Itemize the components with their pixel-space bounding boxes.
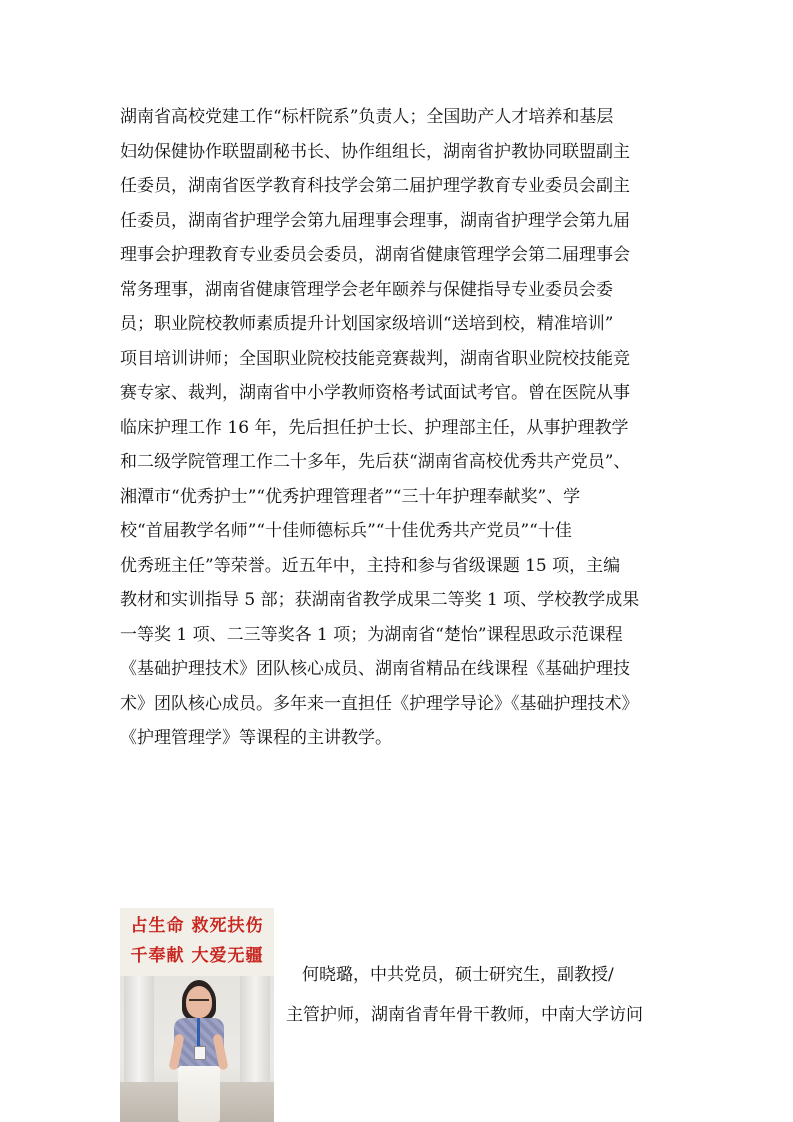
text-line: 术》团队核心成员。多年来一直担任《护理学导论》《基础护理技术》 <box>120 693 639 714</box>
text-line: 教材和实训指导 5 部；获湖南省教学成果二等奖 1 项、学校教学成果 <box>120 590 640 610</box>
text-line: 常务理事，湖南省健康管理学会老年颐养与保健指导专业委员会委 <box>120 279 613 300</box>
text-line: 《基础护理技术》团队核心成员、湖南省精品在线课程《基础护理技 <box>120 659 630 679</box>
text-line: 妇幼保健协作联盟副秘书长、协作组组长，湖南省护教协同联盟副主 <box>120 141 630 162</box>
text-line: 湖南省高校党建工作“标杆院系”负责人；全国助产人才培养和基层 <box>120 107 614 127</box>
profile-paragraph <box>286 955 681 1035</box>
person-skirt <box>178 1066 220 1122</box>
person-arms <box>170 1034 226 1064</box>
portrait-photo <box>120 908 274 1122</box>
photo-banner <box>120 908 274 976</box>
text-line: 何晓璐，中共党员，硕士研究生，副教授/ <box>302 965 614 985</box>
biography-paragraph <box>120 100 680 756</box>
text-line: 临床护理工作 16 年，先后担任护士长、护理部主任，从事护理教学 <box>120 417 629 438</box>
text-line: 校“首届教学名师”“十佳师德标兵”“十佳优秀共产党员”“十佳 <box>120 521 572 541</box>
text-line: 湘潭市“优秀护士”“优秀护理管理者”“三十年护理奉献奖”、学 <box>120 486 581 507</box>
text-line: 主管护师，湖南省青年骨干教师，中南大学访问 <box>286 1005 643 1025</box>
text-line: 员；职业院校教师素质提升计划国家级培训“送培到校，精准培训” <box>120 314 614 334</box>
text-line: 项目培训讲师；全国职业院校技能竞赛裁判，湖南省职业院校技能竞 <box>120 348 630 369</box>
glasses-icon <box>189 999 209 1006</box>
text-line: 赛专家、裁判，湖南省中小学教师资格考试面试考官。曾在医院从事 <box>120 383 630 403</box>
text-line: 一等奖 1 项、二三等奖各 1 项；为湖南省“楚怡”课程思政示范课程 <box>120 624 623 645</box>
text-line: 《护理管理学》等课程的主讲教学。 <box>120 728 392 748</box>
text-line: 任委员，湖南省医学教育科技学会第二届护理学教育专业委员会副主 <box>120 176 630 196</box>
person-figure <box>170 986 226 1122</box>
banner-text: 千奉献 大爱无疆 <box>130 946 264 966</box>
text-line: 优秀班主任”等荣誉。近五年中，主持和参与省级课题 15 项，主编 <box>120 555 621 576</box>
text-line: 理事会护理教育专业委员会委员，湖南省健康管理学会第二届理事会 <box>120 245 630 265</box>
text-line: 和二级学院管理工作二十多年，先后获“湖南省高校优秀共产党员”、 <box>120 452 631 472</box>
banner-text: 占生命 救死扶伤 <box>130 916 264 936</box>
text-line: 任委员，湖南省护理学会第九届理事会理事，湖南省护理学会第九届 <box>120 210 630 231</box>
